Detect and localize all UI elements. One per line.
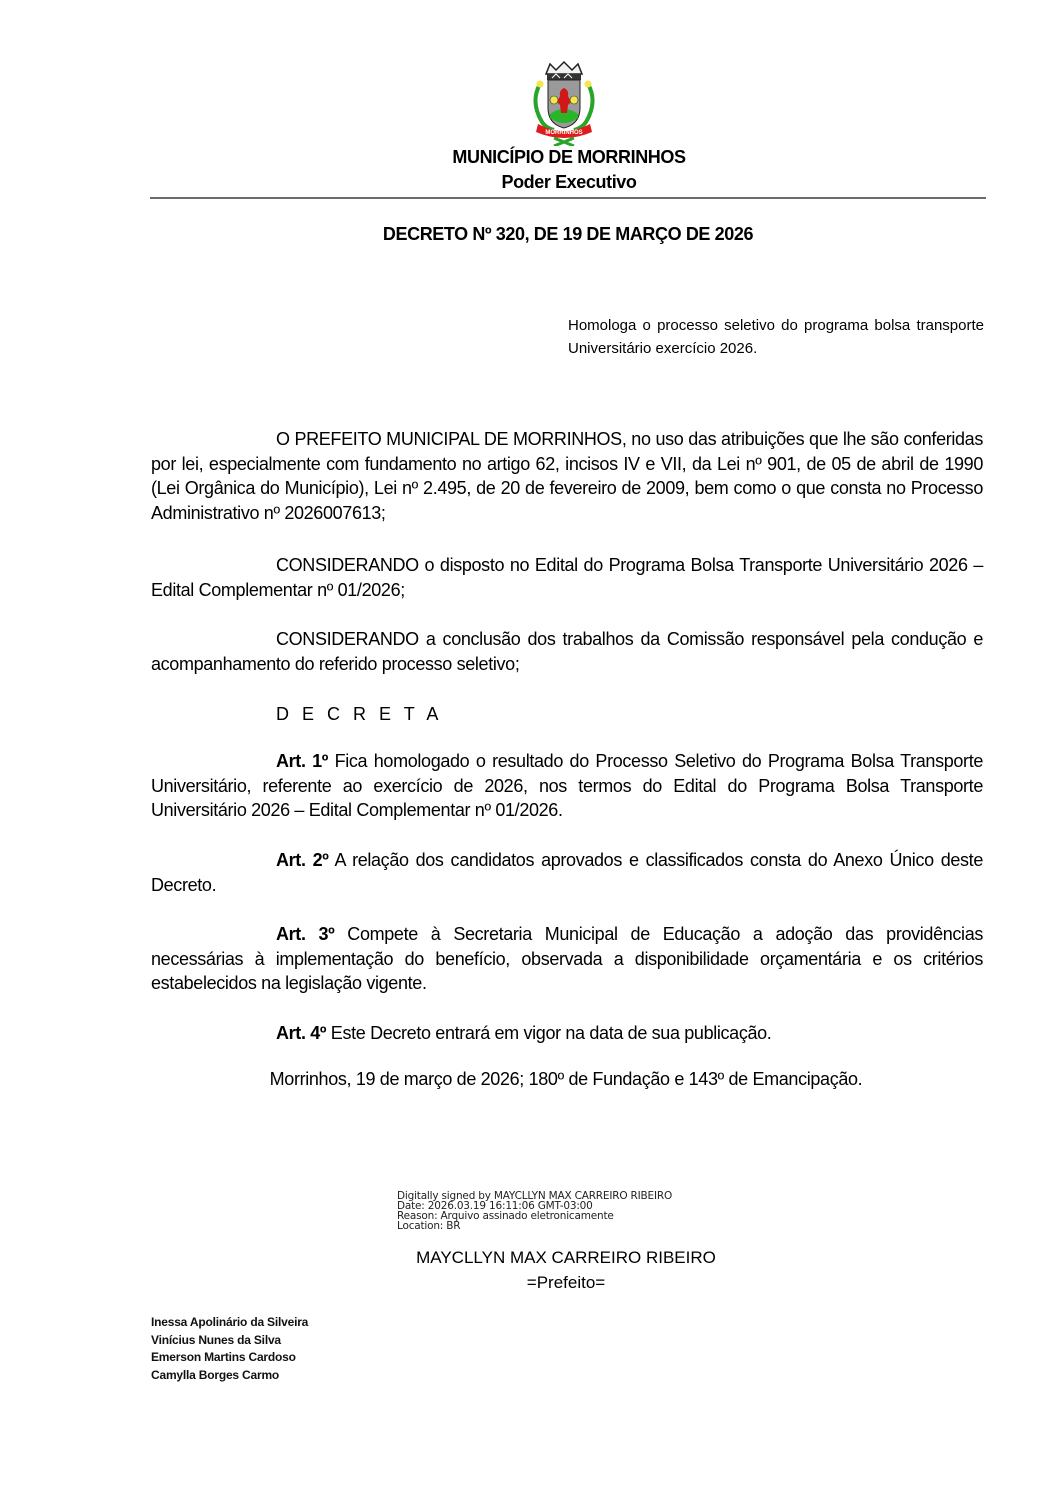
article-2-text: A relação dos candidatos aprovados e classificados consta do Anexo Único deste Decreto.: [151, 850, 983, 895]
article-2: [151, 848, 983, 897]
municipality-name: MUNICÍPIO DE MORRINHOS: [452, 147, 686, 167]
coat-of-arms-icon: [520, 58, 608, 146]
considering-text-1: CONSIDERANDO o disposto no Edital do Programa Bolsa Transporte Universitário 2026 – Edital Complementar nº 01/2026;: [151, 555, 983, 600]
preamble-paragraph: [151, 427, 983, 525]
decreta-heading: [151, 702, 983, 727]
digital-signature-stamp[interactable]: [397, 1191, 672, 1231]
preamble-text: O PREFEITO MUNICIPAL DE MORRINHOS, no uso das atribuições que lhe são conferidas por lei, especialmente com fundamento no artigo 62, incisos IV e VII, da Lei nº 901, de 05 de abril de 1990 (Lei Orgânica do Município), Lei nº 2.495, de 20 de fevereiro de 2009, bem como o que consta no Processo Administrativo nº 2026007613;: [151, 429, 983, 523]
signer-role: =Prefeito=: [526, 1273, 606, 1292]
signature-location: Location: BR: [397, 1220, 461, 1232]
article-4-label: Art. 4º: [276, 1023, 327, 1043]
signature-date: Date: 2026.03.19 16:11:06 GMT-03:00: [397, 1200, 593, 1212]
staff-member: Vinícius Nunes da Silva: [151, 1332, 281, 1347]
signature-signed-by: Digitally signed by MAYCLLYN MAX CARREIRO RIBEIRO: [397, 1190, 673, 1202]
staff-member: Camylla Borges Carmo: [151, 1367, 280, 1382]
article-3-label: Art. 3º: [276, 924, 335, 944]
closing-date-line: Morrinhos, 19 de março de 2026; 180º de Fundação e 143º de Emancipação.: [269, 1069, 863, 1089]
considering-text-2: CONSIDERANDO a conclusão dos trabalhos da Comissão responsável pela condução e acompanhamento do referido processo seletivo;: [151, 629, 983, 674]
article-4: [151, 1021, 983, 1046]
article-2-label: Art. 2º: [276, 850, 329, 870]
decreta-text: D E C R E T A: [276, 704, 443, 724]
staff-member: Inessa Apolinário da Silveira: [151, 1315, 309, 1329]
article-3: [151, 922, 983, 996]
signer-name: MAYCLLYN MAX CARREIRO RIBEIRO: [416, 1248, 716, 1267]
crest-ribbon-text: MORRINHOS: [545, 130, 583, 136]
article-1-label: Art. 1º: [276, 751, 329, 771]
article-4-text: Este Decreto entrará em vigor na data de sua publicação.: [330, 1023, 772, 1043]
considering-paragraph-2: [151, 627, 983, 676]
branch-name: Poder Executivo: [501, 172, 637, 192]
article-1-text: Fica homologado o resultado do Processo Seletivo do Programa Bolsa Transporte Universitário, referente ao exercício de 2026, nos termos do Edital do Programa Bolsa Transporte Universitário 2026 – Edital Complementar nº 01/2026.: [151, 751, 984, 820]
decree-summary: Homologa o processo seletivo do programa bolsa transporte Universitário exercício 2026.: [568, 317, 984, 357]
decree-title: DECRETO Nº 320, DE 19 DE MARÇO DE 2026: [382, 224, 754, 244]
staff-member: Emerson Martins Cardoso: [151, 1350, 296, 1364]
article-1: [151, 749, 983, 823]
signature-reason: Reason: Arquivo assinado eletronicamente: [397, 1210, 614, 1222]
staff-list: [151, 1314, 308, 1384]
article-3-text: Compete à Secretaria Municipal de Educação a adoção das providências necessárias à implementação do benefício, observada a disponibilidade orçamentária e os critérios estabelecidos na legislação vigente.: [151, 924, 984, 993]
considering-paragraph-1: [151, 553, 983, 602]
header-divider: [150, 197, 986, 199]
